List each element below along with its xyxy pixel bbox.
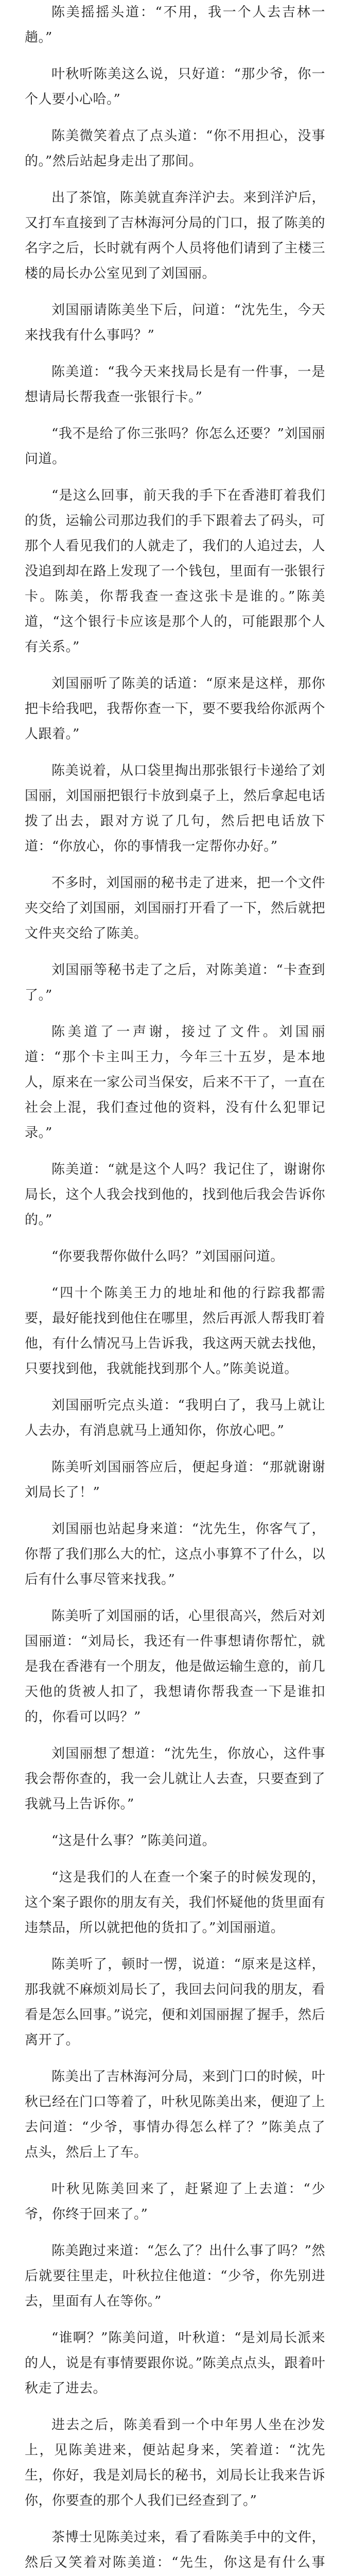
paragraph: “四十个陈美王力的地址和他的行踪我都需要，最好能找到他住在哪里，然后再派人帮我盯着他，有什么情况马上告诉我，我这两天就去找他，只要找到他，我就能找到那个人。”陈美说道。 <box>25 1285 325 1377</box>
paragraph: “我不是给了你三张吗？你怎么还要？”刘国丽问道。 <box>25 426 325 467</box>
paragraph: 陈美微笑着点了点头道：“你不用担心，没事的。”然后站起身走出了那间。 <box>25 128 325 169</box>
paragraph: 陈美出了吉林海河分局，来到门口的时候，叶秋已经在门口等着了，叶秋见陈美出来，便迎了上去问道：“少爷，事情办得怎么样了？”陈美点了点头，然后上了车。 <box>25 2069 325 2160</box>
paragraph: “你要我帮你做什么吗？”刘国丽问道。 <box>51 1249 284 1264</box>
paragraph: 陈美说着，从口袋里掏出那张银行卡递给了刘国丽，刘国丽把银行卡放到桌子上，然后拿起电话拨了出去，跟对方说了几句，然后把电话放下道：“你放心，你的事情我一定帮你办好。” <box>25 763 325 854</box>
paragraph: “这是什么事？”陈美问道。 <box>51 1833 216 1849</box>
paragraph: 刘国丽请陈美坐下后，问道：“沈先生，今天来找我有什么事吗？” <box>25 302 325 343</box>
paragraph: “这是我们的人在查一个案子的时候发现的，这个案子跟你的朋友有关，我们怀疑他的货里面有违禁品，所以就把他的货扣了。”刘国丽道。 <box>25 1870 325 1936</box>
paragraph: 陈美听了刘国丽的话，心里很高兴，然后对刘国丽道：“刘局长，我还有一件事想请你帮忙，就是我在香港有一个朋友，他是做运输生意的，前几天他的货被人扣了，我想请你帮我查一下是谁扣的，你看可以吗？” <box>25 1608 325 1725</box>
paragraph: 叶秋听陈美这么说，只好道：“那少爷，你一个人要小心哈。” <box>25 66 325 107</box>
paragraph: 出了茶馆，陈美就直奔洋沪去。来到洋沪后，又打车直接到了吉林海河分局的门口，报了陈美的名字之后，长时就有两个人员将他们请到了主楼三楼的局长办公室见到了刘国丽。 <box>25 190 325 281</box>
paragraph: “谁啊？”陈美问道，叶秋道：“是刘局长派来的人，说是有事情要跟你说。”陈美点点头，跟着叶秋走了进去。 <box>25 2330 325 2396</box>
paragraph: 陈美摇摇头道：“不用，我一个人去吉林一趟。” <box>25 5 325 45</box>
paragraph: 叶秋见陈美回来了，赶紧迎了上去道：“少爷，你终于回来了。” <box>25 2181 325 2222</box>
paragraph: 陈美听了，顿时一愣，说道：“原来是这样，那我就不麻烦刘局长了，我回去问问我的朋友，看看是怎么回事。”说完，便和刘国丽握了握手，然后离开了。 <box>25 1957 325 2048</box>
paragraph: 茶博士见陈美过来，看了看陈美手中的文件，然后又笑着对陈美道：“先生，你这是有什么事 <box>25 2530 325 2570</box>
paragraph: 陈美道：“我今天来找局长是有一件事，一是想请局长帮我查一张银行卡。” <box>25 364 325 405</box>
paragraph: 刘国丽听完点头道：“我明白了，我马上就让人去办，有消息就马上通知你，你放心吧。” <box>25 1398 325 1438</box>
paragraph: “是这么回事，前天我的手下在香港盯着我们的货，运输公司那边我们的手下跟着去了码头，可那个人看见我们的人就走了，我们的人追过去，人没追到却在路上发现了一个钱包，里面有一张银行卡。陈美，你帮我查一查这张卡是谁的。”陈美道，“这个银行卡应该是那个人的，可能跟那个人有关系。” <box>25 488 325 655</box>
paragraph: 陈美道：“就是这个人吗？我记住了，谢谢你局长，这个人我会找到他的，找到他后我会告诉你的。” <box>25 1162 325 1228</box>
paragraph: 刘国丽也站起身来道：“沈先生，你客气了，你帮了我们那么大的忙，这点小事算不了什么，以后有什么事尽管来找我。” <box>25 1521 325 1587</box>
paragraph: 陈美道了一声谢，接过了文件。刘国丽道：“那个卡主叫王力，今年三十五岁，是本地人，原来在一家公司当保安，后来不干了，一直在社会上混，我们查过他的资料，没有什么犯罪记录。” <box>25 1024 325 1141</box>
paragraph: 刘国丽听了陈美的话道：“原来是这样，那你把卡给我吧，我帮你查一下，要不要我给你派两个人跟着。” <box>25 676 325 742</box>
paragraph: 刘国丽等秘书走了之后，对陈美道：“卡查到了。” <box>25 962 325 1003</box>
paragraph: 陈美听刘国丽答应后，便起身道：“那就谢谢刘局长了！” <box>25 1460 325 1500</box>
paragraph: 进去之后，陈美看到一个中年男人坐在沙发上，见陈美进来，便站起身来，笑着道：“沈先生，你好，我是刘局长的秘书，刘局长让我来告诉你，你要查的那个人我们已经查到了。” <box>25 2417 325 2509</box>
paragraph: 陈美跑过来道：“怎么了？出什么事了吗？”然后就要往里走，叶秋拉住他道：“少爷，你先别进去，里面有人在等你。” <box>25 2243 325 2309</box>
paragraph: 不多时，刘国丽的秘书走了进来，把一个文件夹交给了刘国丽，刘国丽打开看了一下，然后就把文件夹交给了陈美。 <box>25 875 325 941</box>
paragraph: 刘国丽想了想道：“沈先生，你放心，这件事我会帮你查的，我一会儿就让人去查，只要查到了我就马上告诉你。” <box>25 1746 325 1812</box>
